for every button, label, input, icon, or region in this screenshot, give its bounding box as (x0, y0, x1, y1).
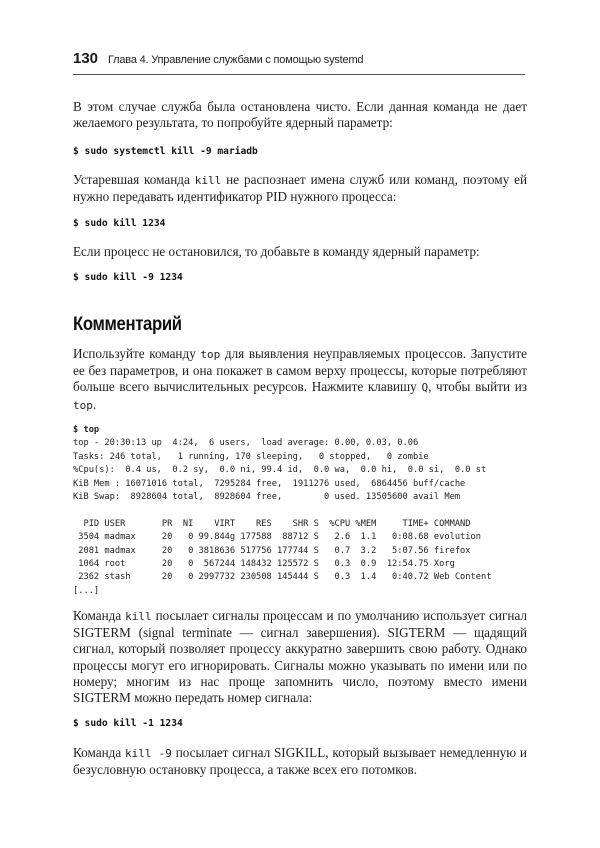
paragraph-4-text-b: для выявления неуправляемых процессов. Запустите ее без параметров, и она покажет в самом верху процессы, которые потребляют больше всего вычислительных ресурсов. Нажмите клавишу (73, 346, 527, 395)
paragraph-5-text-b: посылает сигналы процессам и по умолчанию использует сигнал SIGTERM (signal terminate — сигнал завершения). SIGTERM — щадящий сигнал, который позволяет процессу аккуратно завершить свою работу. Однако процессы могут его игнорировать. Сигналы можно указывать по имени или по номеру; многим из нас проще запомнить число, поэтому вместо имени SIGTERM можно передать номер сигнала: (73, 608, 528, 706)
command-kill-9: $ sudo kill -9 1234 (73, 272, 183, 283)
terminal-command: $ top (73, 425, 100, 435)
terminal-summary-line: KiB Mem : 16071016 total, 7295284 free, 1911276 used, 6864456 buff/cache (73, 478, 466, 489)
process-row: 1064 root 20 0 567244 148432 125572 S 0.3 0.9 12:54.75 Xorg (73, 559, 455, 570)
process-table-header: PID USER PR NI VIRT RES SHR S %CPU %MEM TIME+ COMMAND (73, 518, 471, 529)
process-row: 3504 madmax 20 0 99.844g 177588 88712 S 2.6 1.1 0:08.68 evolution (73, 532, 481, 543)
inline-code-top-2: top (73, 398, 93, 412)
running-header (73, 50, 363, 72)
paragraph-4-text-a: Используйте команду (73, 346, 201, 361)
inline-code-kill-2: kill (125, 610, 152, 623)
section-heading: Комментарий (73, 314, 182, 335)
terminal-summary-line: Tasks: 246 total, 1 running, 170 sleeping, 0 stopped, 0 zombie (73, 451, 429, 462)
paragraph-2 (73, 172, 527, 205)
inline-code-kill-9: kill -9 (125, 747, 172, 760)
header-rule (73, 74, 525, 75)
paragraph-6-text-b: посылает сигнал SIGKILL, который вызывает немедленную и безусловную остановку процесса, а также всех его потомков. (73, 745, 527, 778)
process-row: 2081 madmax 20 0 3818636 517756 177744 S 0.7 3.2 5:07.56 firefox (73, 545, 471, 556)
inline-code-q: Q (421, 381, 429, 395)
command-kill: $ sudo kill 1234 (73, 218, 166, 229)
inline-code-kill: kill (194, 174, 222, 187)
paragraph-4-text-c: , чтобы выйти из (428, 379, 527, 395)
paragraph-2-text-b: не распознает имена служб или команд, поэтому ей нужно передавать идентификатор PID нужного процесса: (73, 172, 528, 205)
paragraph-1: В этом случае служба была остановлена чисто. Если данная команда не дает желаемого результата, то попробуйте ядерный параметр: (73, 99, 527, 131)
paragraph-4-text-d: . (92, 396, 97, 412)
command-systemctl-kill: $ sudo systemctl kill -9 mariadb (73, 146, 258, 157)
paragraph-4 (73, 346, 527, 414)
terminal-ellipsis: [...] (73, 585, 100, 596)
terminal-summary-line: KiB Swap: 8928604 total, 8928604 free, 0 used. 13505600 avail Mem (73, 492, 461, 503)
paragraph-6-text-a: Команда (73, 745, 126, 760)
paragraph-5 (73, 608, 527, 706)
process-row: 2362 stash 20 0 2997732 230508 145444 S 0.3 1.4 0:40.72 Web Content (73, 572, 492, 583)
chapter-title: Глава 4. Управление службами с помощью systemd (108, 54, 364, 66)
paragraph-6 (73, 745, 527, 778)
terminal-summary-line: %Cpu(s): 0.4 us, 0.2 sy, 0.0 ni, 99.4 id, 0.0 wa, 0.0 hi, 0.0 si, 0.0 st (73, 465, 487, 476)
inline-code-top: top (200, 348, 221, 361)
terminal-output (73, 424, 491, 598)
page-number: 130 (73, 50, 99, 67)
terminal-summary-line: top - 20:30:13 up 4:24, 6 users, load average: 0.00, 0.03, 0.06 (73, 438, 419, 449)
paragraph-2-text-a: Устаревшая команда (73, 172, 195, 187)
paragraph-5-text-a: Команда (73, 608, 126, 623)
command-kill-1: $ sudo kill -1 1234 (73, 718, 183, 729)
paragraph-3: Если процесс не остановился, то добавьте в команду ядерный параметр: (73, 244, 480, 259)
